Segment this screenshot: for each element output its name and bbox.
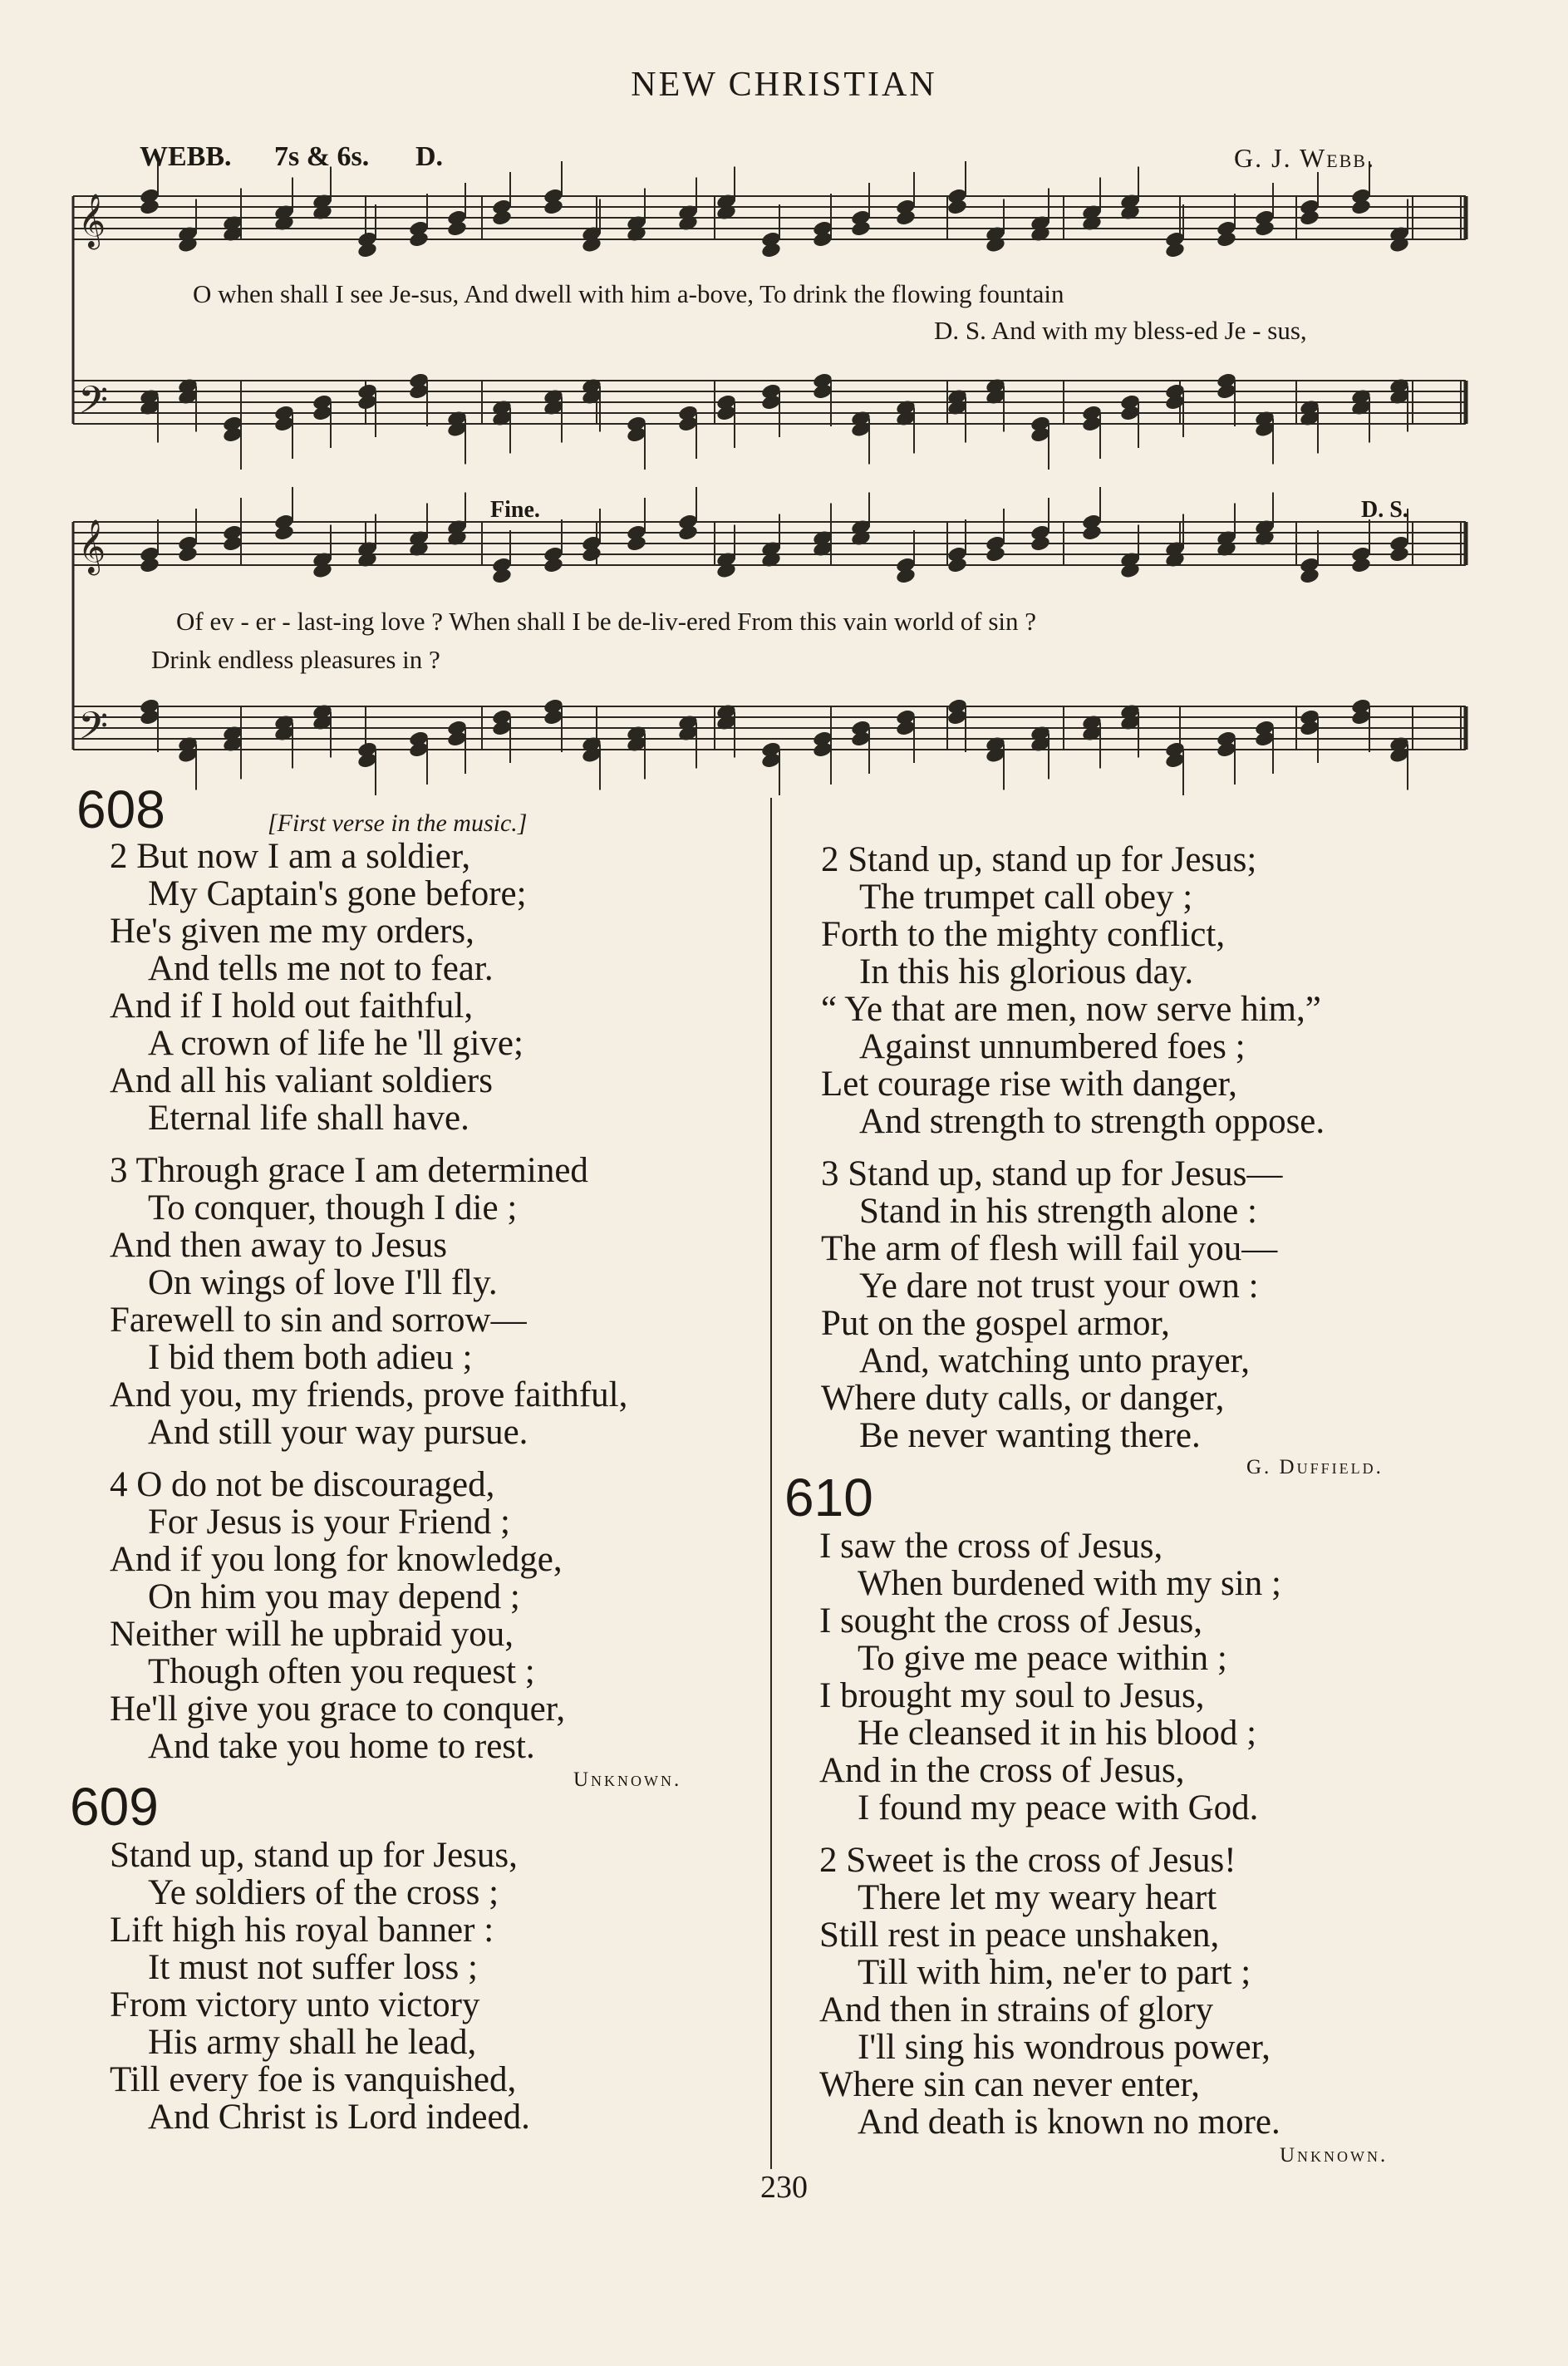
hymn-608-stanza-4: 4 O do not be discouraged, For Jesus is your Friend ; And if you long for knowledge, On him you may depend ; Neither will he upbraid you, Though often you request ; He'll give you grace to conquer, And take you home to rest. bbox=[110, 1465, 566, 1766]
hymn-610-attribution: Unknown. bbox=[1280, 2144, 1389, 2167]
lyrics-line-1: O when shall I see Je-sus, And dwell with him a-bove, To drink the flowing fountain bbox=[193, 279, 1064, 308]
page-number: 230 bbox=[760, 2170, 808, 2205]
treble-clef-icon: 𝄞 bbox=[78, 519, 106, 573]
tune-meter-suffix: D. bbox=[415, 141, 444, 172]
column-divider bbox=[770, 798, 772, 2169]
hymn-610-stanza-1: I saw the cross of Jesus, When burdened with my sin ; I sought the cross of Jesus, To give me peace within ; I brought my soul to Jesus, He cleansed it in his blood ; And in the cross of Jesus, I found my peace with God. bbox=[819, 1527, 1281, 1827]
lyrics-line-1-ds: D. S. And with my bless-ed Je - sus, bbox=[934, 316, 1307, 345]
hymn-609-attribution: G. Duffield. bbox=[1246, 1456, 1384, 1478]
hymn-number-610: 610 bbox=[784, 1468, 873, 1527]
hymn-608-attribution: Unknown. bbox=[573, 1768, 682, 1791]
hymn-610-stanza-2: 2 Sweet is the cross of Jesus! There let my weary heart Still rest in peace unshaken, Till with him, ne'er to part ; And then in strains of glory I'll sing his wondrous power, Where sin can never enter, And death is known no more. bbox=[819, 1841, 1280, 2142]
fine-marker: Fine. bbox=[490, 497, 540, 523]
tune-composer: G. J. Webb. bbox=[1234, 143, 1375, 173]
music-notation bbox=[0, 0, 1568, 798]
bass-clef-icon: 𝄢 bbox=[78, 704, 109, 758]
tune-name: WEBB. bbox=[140, 141, 232, 172]
bass-clef-icon: 𝄢 bbox=[78, 378, 109, 432]
hymn-608-note: [First verse in the music.] bbox=[268, 809, 528, 837]
hymn-608-stanza-3: 3 Through grace I am determined To conquer, though I die ; And then away to Jesus On wings of love I'll fly. Farewell to sin and sorrow— I bid them both adieu ; And you, my friends, prove faithful, And still your way pursue. bbox=[110, 1151, 628, 1452]
hymn-609-stanza-1: Stand up, stand up for Jesus, Ye soldiers of the cross ; Lift high his royal banner : It must not suffer loss ; From victory unto victory His army shall he lead, Till every foe is vanquished, And Christ is Lord indeed. bbox=[110, 1836, 530, 2137]
lyrics-line-2-ds: Drink endless pleasures in ? bbox=[151, 645, 440, 674]
lyrics-line-2: Of ev - er - last-ing love ? When shall I be de-liv-ered From this vain world of sin ? bbox=[176, 607, 1037, 636]
hymn-608-stanza-2: 2 But now I am a soldier, My Captain's gone before; He's given me my orders, And tells me not to fear. And if I hold out faithful, A crown of life he 'll give; And all his valiant soldiers Eternal life shall have. bbox=[110, 837, 527, 1138]
hymn-number-608: 608 bbox=[76, 780, 165, 839]
hymn-number-609: 609 bbox=[70, 1777, 159, 1837]
running-head: NEW CHRISTIAN bbox=[631, 66, 937, 104]
hymn-609-stanza-3: 3 Stand up, stand up for Jesus— Stand in his strength alone : The arm of flesh will fail you— Ye dare not trust your own : Put on the gospel armor, And, watching unto prayer, Where duty calls, or danger, Be never wanting there. bbox=[821, 1154, 1283, 1455]
treble-clef-icon: 𝄞 bbox=[78, 194, 106, 248]
tune-meter: 7s & 6s. bbox=[274, 141, 370, 172]
ds-marker: D. S. bbox=[1361, 497, 1408, 523]
hymn-609-stanza-2: 2 Stand up, stand up for Jesus; The trumpet call obey ; Forth to the mighty conflict, In this his glorious day. “ Ye that are men, now serve him,” Against unnumbered foes ; Let courage rise with danger, And strength to strength oppose. bbox=[821, 840, 1325, 1141]
